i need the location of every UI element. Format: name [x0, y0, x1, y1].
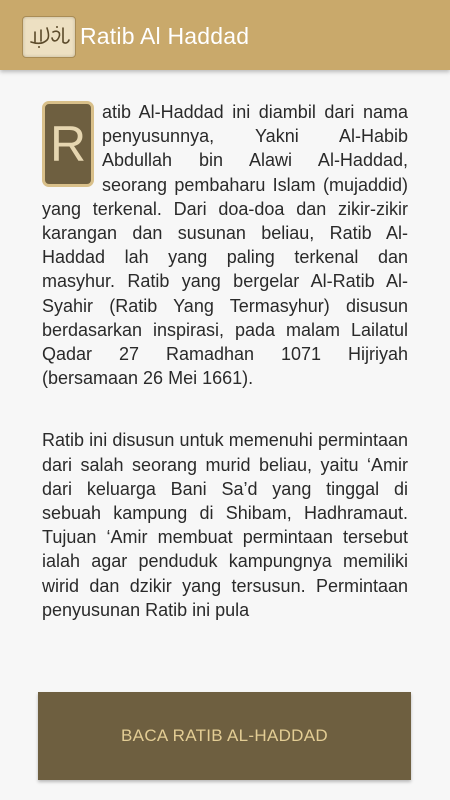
paragraph-1-text: atib Al-Haddad ini diambil dari nama penyusunnya, Yakni Al-Habib Abdullah bin Alawi Al-Haddad, seorang pembaharu Islam (mujaddid) yang terkenal. Dari doa-doa dan zikir-zikir karangan dan susunan beliau, Ratib Al-Haddad lah yang paling terkenal dan masyhur. Ratib yang bergelar Al-Ratib Al-Syahir (Ratib Yang Termasyhur) disusun berdasarkan inspirasi, pada malam Lailatul Qadar 27 Ramadhan 1071 Hijriyah (bersamaan 26 Mei 1661). — [42, 102, 408, 389]
calligraphy-glyph — [27, 22, 71, 52]
app-bar — [0, 0, 450, 70]
read-ratib-button[interactable]: BACA RATIB AL-HADDAD — [38, 692, 411, 780]
calligraphy-logo-icon[interactable] — [22, 16, 76, 58]
drop-cap: R — [42, 101, 94, 187]
app-title: Ratib Al Haddad — [80, 23, 250, 49]
paragraph-1 — [42, 100, 408, 390]
paragraph-2: Ratib ini disusun untuk memenuhi permintaan dari salah seorang murid beliau, yaitu ‘Amir dari keluarga Bani Sa’d yang tinggal di sebuah kampung di Shibam, Hadhramaut. Tujuan ‘Amir membuat permintaan tersebut ialah agar penduduk kampungnya memiliki wirid dan dzikir yang tersusun. Permintaan penyusunan Ratib ini pula — [42, 430, 408, 620]
article-content[interactable] — [42, 100, 408, 666]
